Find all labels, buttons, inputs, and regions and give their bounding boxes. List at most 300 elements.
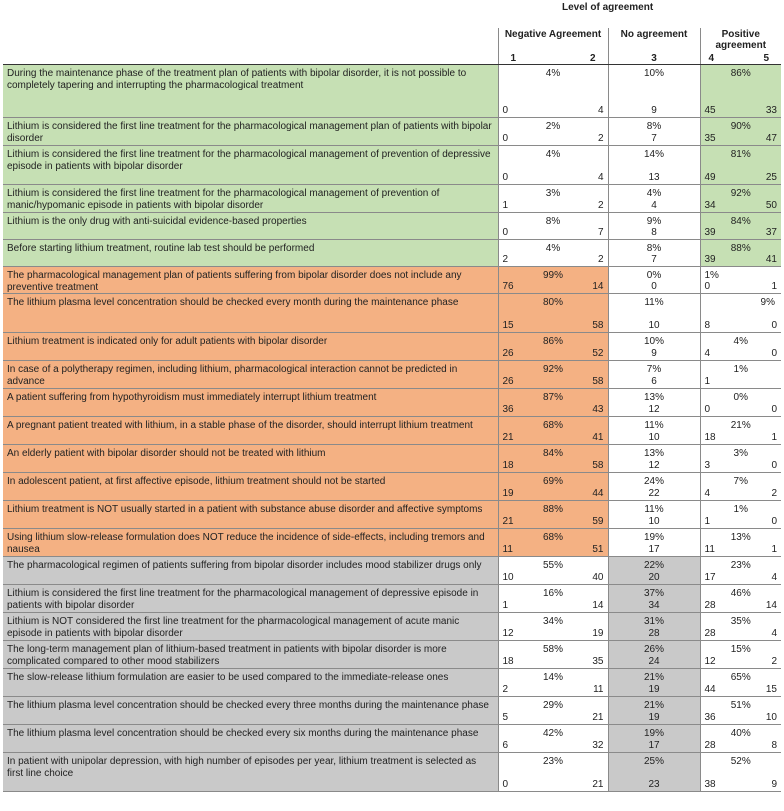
positive-percent: 15% <box>730 644 751 655</box>
table-row <box>3 213 781 240</box>
count-5: 37 <box>765 227 777 238</box>
count-5: 33 <box>765 105 777 116</box>
statement-cell <box>3 65 498 118</box>
statement-text: Lithium is considered the first line treatment for the pharmacological management of prevention of depressive episode in patients with bipolar disorder <box>7 149 491 172</box>
no-agreement-cell <box>608 333 700 361</box>
negative-percent: 8% <box>545 216 561 227</box>
statement-cell <box>3 501 498 529</box>
count-2: 2 <box>597 200 604 211</box>
count-4: 34 <box>704 200 716 211</box>
table-row <box>3 240 781 267</box>
count-3: 12 <box>648 460 660 471</box>
count-2: 14 <box>592 281 604 292</box>
count-3: 10 <box>648 320 660 331</box>
count-2: 2 <box>597 254 604 265</box>
no-agreement-cell <box>608 501 700 529</box>
negative-cell <box>498 473 608 501</box>
statement-text: Lithium treatment is indicated only for adult patients with bipolar disorder <box>7 336 328 347</box>
count-4: 39 <box>704 254 716 265</box>
count-1: 0 <box>502 105 509 116</box>
count-1: 1 <box>502 600 509 611</box>
negative-cell <box>498 725 608 753</box>
count-3: 34 <box>648 600 660 611</box>
no-agreement-percent: 14% <box>643 149 664 160</box>
count-4: 35 <box>704 133 716 144</box>
no-agreement-percent: 22% <box>643 560 664 571</box>
statement-text: The lithium plasma level concentration should be checked every month during the maintenance phase <box>7 297 459 308</box>
count-2: 7 <box>597 227 604 238</box>
count-4: 38 <box>704 779 716 790</box>
count-5: 50 <box>765 200 777 211</box>
count-4: 18 <box>704 432 716 443</box>
statement-cell <box>3 753 498 792</box>
header-positive-label: Positive agreement <box>715 29 767 51</box>
table-row <box>3 185 781 213</box>
no-agreement-cell <box>608 557 700 585</box>
count-2: 35 <box>592 656 604 667</box>
count-1: 15 <box>502 320 514 331</box>
count-5: 1 <box>771 432 777 443</box>
negative-percent: 2% <box>545 121 561 132</box>
count-3: 17 <box>648 544 660 555</box>
statement-cell <box>3 529 498 557</box>
table-row <box>3 389 781 417</box>
count-3: 12 <box>648 404 660 415</box>
count-3: 24 <box>648 656 660 667</box>
positive-cell <box>700 697 781 725</box>
count-5: 47 <box>765 133 777 144</box>
statement-cell <box>3 213 498 240</box>
no-agreement-percent: 8% <box>646 243 662 254</box>
count-3: 23 <box>648 779 660 790</box>
table-row <box>3 146 781 185</box>
count-1: 2 <box>502 254 509 265</box>
no-agreement-percent: 10% <box>643 68 664 79</box>
count-4: 0 <box>704 281 711 292</box>
no-agreement-cell <box>608 473 700 501</box>
statement-cell <box>3 146 498 185</box>
header-col-3: 3 <box>651 53 657 64</box>
count-4: 28 <box>704 740 716 751</box>
positive-cell <box>700 118 781 146</box>
positive-percent: 88% <box>730 243 751 254</box>
count-3: 10 <box>648 516 660 527</box>
statement-cell <box>3 585 498 613</box>
count-1: 19 <box>502 488 514 499</box>
count-4: 12 <box>704 656 716 667</box>
negative-percent: 86% <box>542 336 563 347</box>
count-3: 9 <box>651 105 657 116</box>
positive-percent: 46% <box>730 588 751 599</box>
count-4: 1 <box>704 516 711 527</box>
count-1: 0 <box>502 133 509 144</box>
statement-text: In patient with unipolar depression, with high number of episodes per year, lithium treatment is selected as first line choice <box>7 756 477 779</box>
count-1: 26 <box>502 348 514 359</box>
statement-cell <box>3 417 498 445</box>
count-1: 26 <box>502 376 514 387</box>
no-agreement-percent: 37% <box>643 588 664 599</box>
no-agreement-cell <box>608 613 700 641</box>
count-2: 58 <box>592 376 604 387</box>
positive-cell <box>700 753 781 792</box>
negative-cell <box>498 641 608 669</box>
statement-text: An elderly patient with bipolar disorder should not be treated with lithium <box>7 448 326 459</box>
positive-percent: 23% <box>730 560 751 571</box>
statement-cell <box>3 333 498 361</box>
statement-text: The pharmacological regimen of patients suffering from bipolar disorder includes mood stabilizer drugs only <box>7 560 482 571</box>
statement-text: In adolescent patient, at first affective episode, lithium treatment should not be started <box>7 476 386 487</box>
header-negative-label: Negative Agreement <box>504 29 602 40</box>
positive-cell <box>700 65 781 118</box>
positive-percent: 90% <box>730 121 751 132</box>
count-3: 7 <box>651 254 657 265</box>
negative-cell <box>498 361 608 389</box>
no-agreement-percent: 13% <box>643 448 664 459</box>
no-agreement-cell <box>608 146 700 185</box>
table-row <box>3 753 781 792</box>
count-2: 14 <box>592 600 604 611</box>
count-5: 0 <box>771 404 777 415</box>
count-4: 36 <box>704 712 716 723</box>
statement-text: Lithium is NOT considered the first line treatment for the pharmacological management of acute manic episode in patients with bipolar disorder <box>7 616 460 639</box>
count-4: 17 <box>704 572 716 583</box>
statement-cell <box>3 294 498 333</box>
table-row <box>3 267 781 294</box>
positive-percent: 92% <box>730 188 751 199</box>
header-col-5: 5 <box>763 53 769 64</box>
no-agreement-percent: 10% <box>643 336 664 347</box>
positive-percent: 81% <box>730 149 751 160</box>
table-row <box>3 118 781 146</box>
positive-cell <box>700 213 781 240</box>
count-2: 4 <box>597 105 604 116</box>
count-2: 32 <box>592 740 604 751</box>
positive-percent: 7% <box>733 476 748 487</box>
negative-cell <box>498 557 608 585</box>
positive-percent: 40% <box>730 728 751 739</box>
statement-cell <box>3 185 498 213</box>
negative-percent: 16% <box>542 588 563 599</box>
count-3: 19 <box>648 712 660 723</box>
no-agreement-cell <box>608 267 700 294</box>
negative-percent: 4% <box>545 149 561 160</box>
positive-cell <box>700 361 781 389</box>
negative-percent: 3% <box>545 188 561 199</box>
count-3: 28 <box>648 628 660 639</box>
count-1: 5 <box>502 712 509 723</box>
header-none-scale <box>609 53 700 64</box>
count-3: 17 <box>648 740 660 751</box>
negative-percent: 42% <box>542 728 563 739</box>
table-row <box>3 585 781 613</box>
header-col-4: 4 <box>708 53 715 64</box>
count-4: 4 <box>704 348 711 359</box>
negative-percent: 80% <box>542 297 563 308</box>
count-4: 1 <box>704 376 711 387</box>
agreement-table <box>3 28 781 792</box>
table-row <box>3 65 781 118</box>
statement-cell <box>3 641 498 669</box>
count-1: 11 <box>502 544 513 555</box>
no-agreement-cell <box>608 417 700 445</box>
count-3: 9 <box>651 348 657 359</box>
header-positive-scale <box>701 53 782 64</box>
table-row <box>3 333 781 361</box>
count-2: 58 <box>592 320 604 331</box>
count-3: 10 <box>648 432 660 443</box>
count-2: 2 <box>597 133 604 144</box>
no-agreement-cell <box>608 697 700 725</box>
table-row <box>3 529 781 557</box>
table-row <box>3 473 781 501</box>
positive-percent: 52% <box>730 756 751 767</box>
no-agreement-percent: 0% <box>646 270 662 281</box>
count-5: 9 <box>771 779 777 790</box>
positive-cell <box>700 613 781 641</box>
statement-text: The lithium plasma level concentration should be checked every three months during the maintenance phase <box>7 700 489 711</box>
no-agreement-cell <box>608 669 700 697</box>
no-agreement-percent: 26% <box>643 644 664 655</box>
count-3: 8 <box>651 227 657 238</box>
positive-percent: 1% <box>733 364 748 375</box>
negative-percent: 92% <box>542 364 563 375</box>
negative-percent: 14% <box>542 672 563 683</box>
positive-cell <box>700 185 781 213</box>
header-statement <box>3 28 498 65</box>
table-row <box>3 445 781 473</box>
negative-cell <box>498 445 608 473</box>
no-agreement-percent: 31% <box>643 616 664 627</box>
positive-percent: 86% <box>730 68 751 79</box>
statement-cell <box>3 389 498 417</box>
count-1: 0 <box>502 172 509 183</box>
positive-cell <box>700 501 781 529</box>
negative-cell <box>498 185 608 213</box>
no-agreement-percent: 4% <box>646 188 662 199</box>
no-agreement-percent: 25% <box>643 756 664 767</box>
no-agreement-cell <box>608 118 700 146</box>
count-4: 4 <box>704 488 711 499</box>
count-5: 0 <box>771 460 777 471</box>
negative-cell <box>498 146 608 185</box>
statement-cell <box>3 669 498 697</box>
no-agreement-percent: 19% <box>643 532 664 543</box>
positive-percent: 51% <box>730 700 751 711</box>
positive-cell <box>700 585 781 613</box>
negative-percent: 34% <box>542 616 563 627</box>
negative-percent: 29% <box>542 700 563 711</box>
statement-text: The lithium plasma level concentration should be checked every six months during the maintenance phase <box>7 728 479 739</box>
positive-percent: 21% <box>730 420 751 431</box>
count-1: 12 <box>502 628 514 639</box>
negative-cell <box>498 753 608 792</box>
count-4: 0 <box>704 404 711 415</box>
no-agreement-cell <box>608 445 700 473</box>
count-4: 8 <box>704 320 711 331</box>
positive-percent: 65% <box>730 672 751 683</box>
no-agreement-percent: 11% <box>644 297 664 308</box>
count-3: 4 <box>651 200 657 211</box>
count-5: 2 <box>771 488 777 499</box>
statement-text: In case of a polytherapy regimen, including lithium, pharmacological interaction cannot be predicted in advance <box>7 364 458 387</box>
count-1: 0 <box>502 227 509 238</box>
count-1: 2 <box>502 684 509 695</box>
positive-cell <box>700 557 781 585</box>
negative-cell <box>498 697 608 725</box>
table-row <box>3 669 781 697</box>
negative-cell <box>498 267 608 294</box>
count-2: 19 <box>592 628 604 639</box>
positive-cell <box>700 473 781 501</box>
count-1: 1 <box>502 200 509 211</box>
count-1: 6 <box>502 740 509 751</box>
count-2: 41 <box>592 432 604 443</box>
header-positive <box>700 28 781 65</box>
statement-cell <box>3 697 498 725</box>
negative-cell <box>498 669 608 697</box>
negative-cell <box>498 417 608 445</box>
table-row <box>3 557 781 585</box>
no-agreement-percent: 19% <box>643 728 664 739</box>
table-row <box>3 613 781 641</box>
negative-cell <box>498 65 608 118</box>
no-agreement-percent: 11% <box>644 420 664 431</box>
positive-percent: 9% <box>760 297 775 308</box>
count-1: 76 <box>502 281 514 292</box>
count-1: 18 <box>502 460 514 471</box>
table-row <box>3 501 781 529</box>
header-col-1: 1 <box>510 53 517 64</box>
no-agreement-percent: 8% <box>646 121 662 132</box>
positive-cell <box>700 294 781 333</box>
positive-percent: 0% <box>733 392 748 403</box>
count-5: 1 <box>771 544 777 555</box>
count-2: 52 <box>592 348 604 359</box>
count-2: 21 <box>592 712 604 723</box>
no-agreement-cell <box>608 65 700 118</box>
negative-percent: 58% <box>542 644 563 655</box>
negative-percent: 99% <box>542 270 563 281</box>
negative-percent: 55% <box>542 560 563 571</box>
no-agreement-cell <box>608 641 700 669</box>
negative-cell <box>498 118 608 146</box>
count-2: 59 <box>592 516 604 527</box>
positive-percent: 4% <box>733 336 748 347</box>
count-4: 11 <box>704 544 715 555</box>
positive-percent: 84% <box>730 216 751 227</box>
table-row <box>3 294 781 333</box>
count-1: 36 <box>502 404 514 415</box>
positive-cell <box>700 669 781 697</box>
count-5: 15 <box>765 684 777 695</box>
negative-cell <box>498 213 608 240</box>
count-5: 4 <box>771 572 777 583</box>
statement-cell <box>3 118 498 146</box>
count-4: 49 <box>704 172 716 183</box>
positive-cell <box>700 146 781 185</box>
no-agreement-cell <box>608 294 700 333</box>
no-agreement-percent: 9% <box>646 216 662 227</box>
count-3: 7 <box>651 133 657 144</box>
count-5: 41 <box>765 254 777 265</box>
negative-percent: 87% <box>542 392 563 403</box>
positive-cell <box>700 267 781 294</box>
positive-cell <box>700 641 781 669</box>
statement-cell <box>3 613 498 641</box>
positive-cell <box>700 725 781 753</box>
table-row <box>3 417 781 445</box>
count-2: 58 <box>592 460 604 471</box>
statement-text: The long-term management plan of lithium-based treatment in patients with bipolar disorder is more complicated compared to other mood stabilizers <box>7 644 447 667</box>
count-3: 20 <box>648 572 660 583</box>
count-2: 51 <box>592 544 604 555</box>
statement-text: A pregnant patient treated with lithium, in a stable phase of the disorder, should interrupt lithium treatment <box>7 420 473 431</box>
negative-percent: 84% <box>542 448 563 459</box>
positive-cell <box>700 529 781 557</box>
count-5: 14 <box>765 600 777 611</box>
count-5: 0 <box>771 516 777 527</box>
negative-percent: 23% <box>542 756 563 767</box>
count-2: 43 <box>592 404 604 415</box>
count-5: 0 <box>771 320 777 331</box>
negative-cell <box>498 501 608 529</box>
count-1: 18 <box>502 656 514 667</box>
statement-cell <box>3 267 498 294</box>
count-5: 8 <box>771 740 777 751</box>
statement-cell <box>3 473 498 501</box>
negative-percent: 4% <box>545 68 561 79</box>
count-3: 13 <box>648 172 660 183</box>
count-4: 45 <box>704 105 716 116</box>
statement-text: Lithium is considered the first line treatment for the pharmacological management of depressive episode in patients with bipolar disorder <box>7 588 479 611</box>
count-1: 0 <box>502 779 509 790</box>
table-title: Level of agreement <box>562 2 654 13</box>
header-row <box>3 28 781 65</box>
no-agreement-cell <box>608 753 700 792</box>
count-3: 6 <box>651 376 657 387</box>
header-none-label: No agreement <box>620 29 688 40</box>
negative-cell <box>498 389 608 417</box>
negative-percent: 68% <box>542 532 563 543</box>
count-5: 4 <box>771 628 777 639</box>
statement-text: A patient suffering from hypothyroidism must immediately interrupt lithium treatment <box>7 392 377 403</box>
no-agreement-percent: 11% <box>644 504 664 515</box>
positive-cell <box>700 389 781 417</box>
positive-cell <box>700 417 781 445</box>
negative-cell <box>498 585 608 613</box>
count-2: 21 <box>592 779 604 790</box>
statement-cell <box>3 240 498 267</box>
count-2: 4 <box>597 172 604 183</box>
statement-cell <box>3 445 498 473</box>
no-agreement-cell <box>608 585 700 613</box>
count-5: 25 <box>765 172 777 183</box>
count-2: 11 <box>593 684 604 695</box>
statement-text: The slow-release lithium formulation are easier to be used compared to the immediate-release ones <box>7 672 449 683</box>
count-5: 0 <box>771 348 777 359</box>
count-1: 21 <box>502 432 514 443</box>
no-agreement-percent: 21% <box>643 700 664 711</box>
count-4: 3 <box>704 460 711 471</box>
statement-text: Lithium is considered the first line treatment for the pharmacological management of prevention of manic/hypomanic episode in patients with bipolar disorder <box>7 188 440 211</box>
positive-cell <box>700 240 781 267</box>
count-4: 44 <box>704 684 716 695</box>
count-5: 10 <box>765 712 777 723</box>
statement-text: Before starting lithium treatment, routine lab test should be performed <box>7 243 315 254</box>
count-5: 2 <box>771 656 777 667</box>
statement-text: During the maintenance phase of the treatment plan of patients with bipolar disorder, it is not possible to completely tapering and interrupting the pharmacological treatment <box>7 68 467 91</box>
positive-percent: 3% <box>733 448 748 459</box>
